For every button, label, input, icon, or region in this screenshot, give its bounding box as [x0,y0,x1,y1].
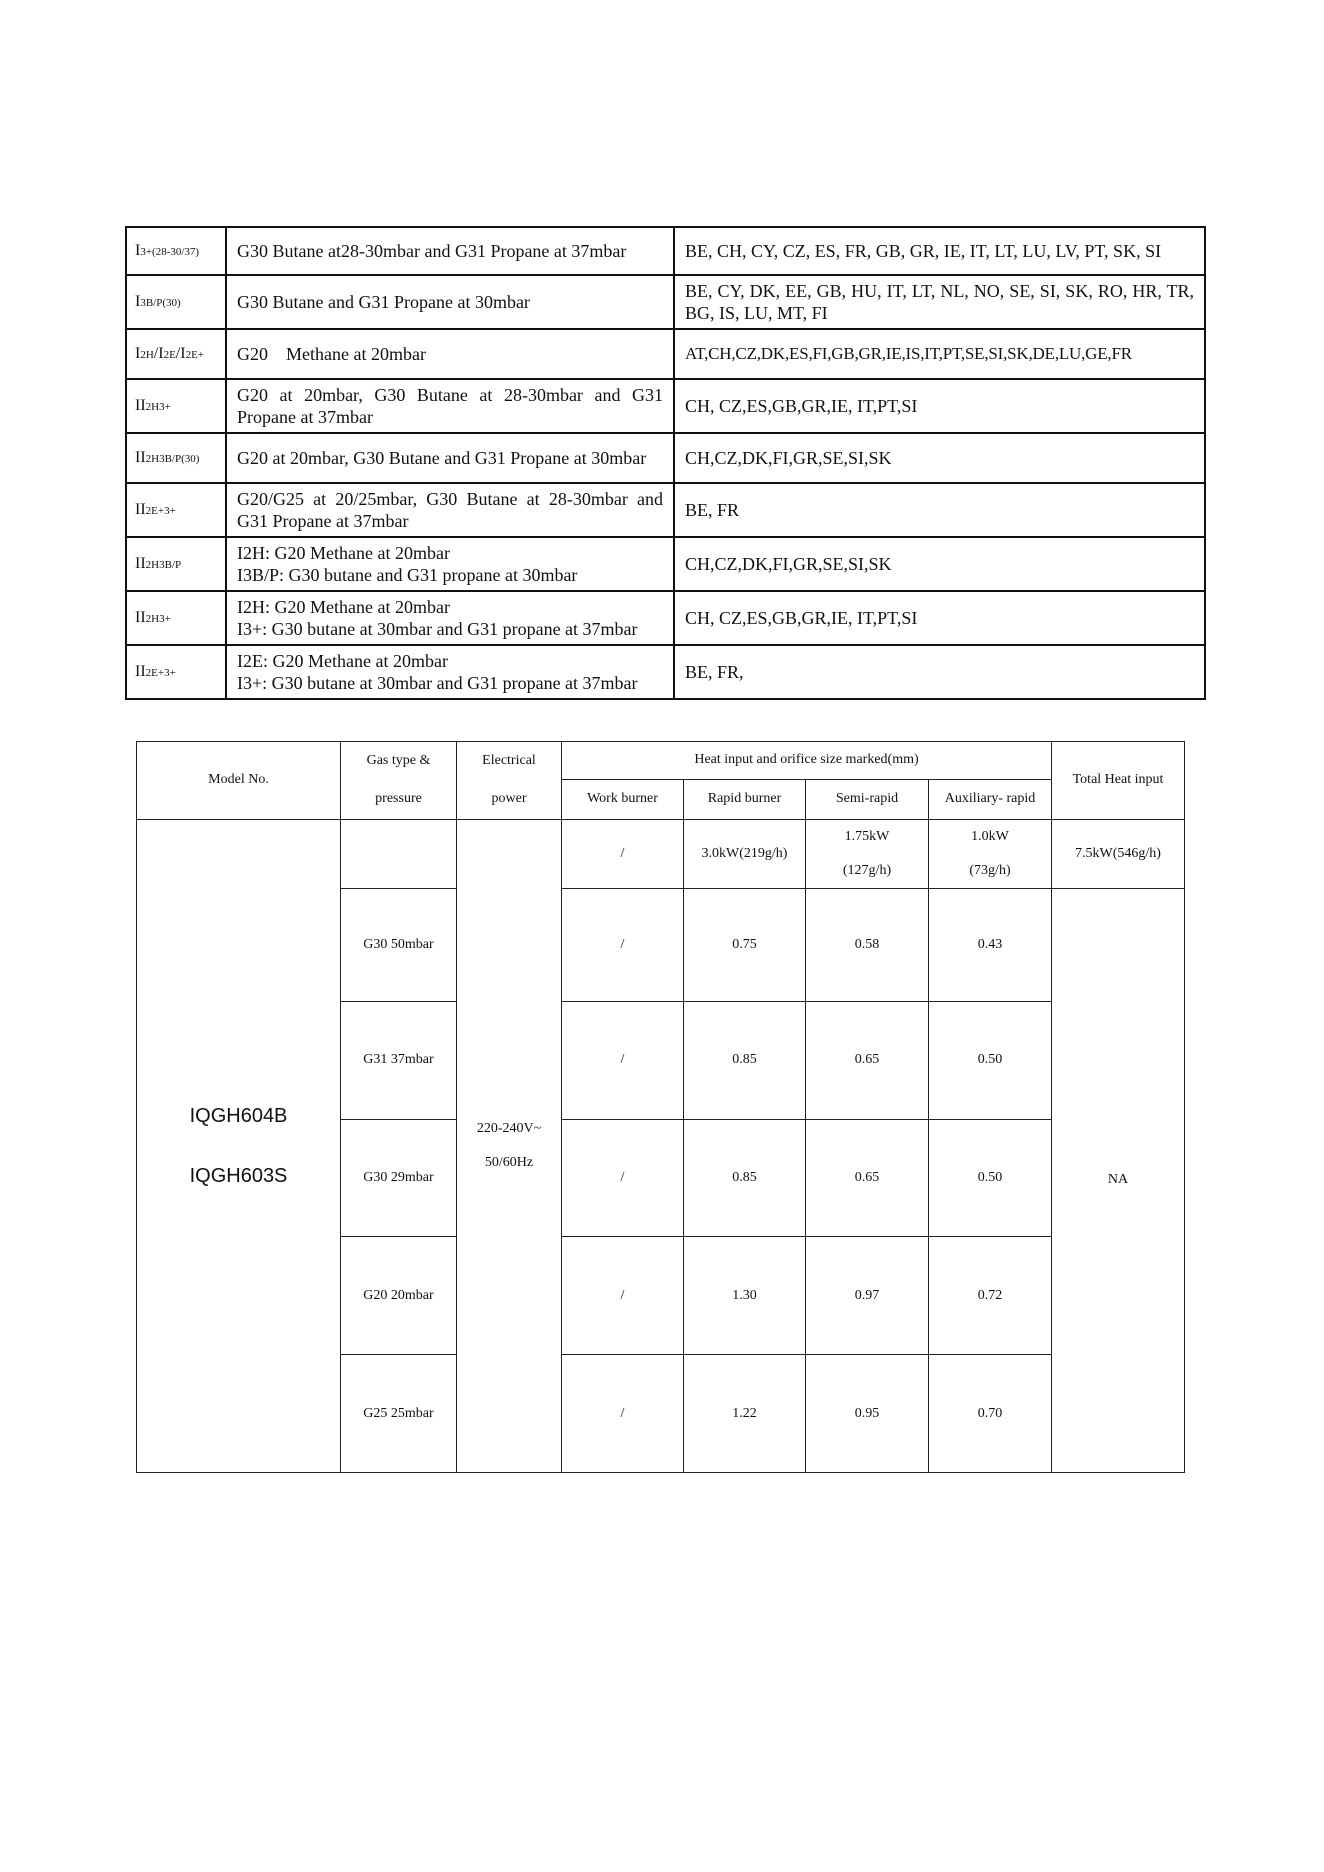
countries-cell: CH,CZ,DK,FI,GR,SE,SI,SK [674,433,1205,483]
table-row [126,433,1205,483]
countries-cell: CH,CZ,DK,FI,GR,SE,SI,SK [674,537,1205,591]
semi-rapid-cell: 0.95 [806,1355,929,1473]
semi-rapid-header: Semi-rapid [806,779,929,819]
auxiliary-cell: 0.70 [929,1355,1052,1473]
total-na-cell: NA [1052,888,1185,1472]
header-row [137,742,1185,780]
semi-rapid-cell: 0.65 [806,1001,929,1119]
rapid-burner-cell: 1.30 [684,1237,806,1355]
gas-description-cell: G30 Butane at28-30mbar and G31 Propane at 37mbar [226,227,674,275]
gas-description-cell: G20 at 20mbar, G30 Butane at 28-30mbar and G31 Propane at 37mbar [226,379,674,433]
model-header: Model No. [137,742,341,820]
gas-description-cell: G30 Butane and G31 Propane at 30mbar [226,275,674,329]
countries-cell: CH, CZ,ES,GB,GR,IE, IT,PT,SI [674,379,1205,433]
electrical-header: Electrical power [457,742,562,820]
category-cell: II2E+3+ [126,483,226,537]
total-cell: 7.5kW(546g/h) [1052,819,1185,888]
category-cell: II2E+3+ [126,645,226,699]
model-cell: IQGH604B IQGH603S [137,819,341,1472]
total-header: Total Heat input [1052,742,1185,820]
work-burner-cell: / [562,1355,684,1473]
category-cell: II2H3B/P [126,537,226,591]
semi-rapid-cell: 1.75kW (127g/h) [806,819,929,888]
work-burner-cell: / [562,1001,684,1119]
table-row [126,275,1205,329]
gas-type-header: Gas type & pressure [341,742,457,820]
heat-input-table [136,741,1185,1473]
gas-category-table [125,226,1206,700]
gas-description-cell: G20/G25 at 20/25mbar, G30 Butane at 28-30mbar and G31 Propane at 37mbar [226,483,674,537]
gas-cell: G30 50mbar [341,888,457,1001]
work-burner-cell: / [562,1119,684,1237]
rapid-burner-cell: 0.75 [684,888,806,1001]
countries-cell: BE, CY, DK, EE, GB, HU, IT, LT, NL, NO, SE, SI, SK, RO, HR, TR, BG, IS, LU, MT, FI [674,275,1205,329]
table-row [126,591,1205,645]
gas-description-cell: I2E: G20 Methane at 20mbar I3+: G30 butane at 30mbar and G31 propane at 37mbar [226,645,674,699]
table-row [126,645,1205,699]
table-row [137,819,1185,888]
table-row [126,483,1205,537]
category-cell: II2H3+ [126,591,226,645]
gas-cell: G31 37mbar [341,1001,457,1119]
rapid-burner-cell: 3.0kW(219g/h) [684,819,806,888]
electrical-cell: 220-240V~ 50/60Hz [457,819,562,1472]
auxiliary-cell: 0.72 [929,1237,1052,1355]
auxiliary-cell: 0.43 [929,888,1052,1001]
category-cell: I2H/I2E/I2E+ [126,329,226,379]
category-cell: II2H3B/P(30) [126,433,226,483]
rapid-burner-header: Rapid burner [684,779,806,819]
countries-cell: BE, FR, [674,645,1205,699]
gas-cell: G25 25mbar [341,1355,457,1473]
work-burner-cell: / [562,819,684,888]
category-cell: I3+(28-30/37) [126,227,226,275]
table-row [126,227,1205,275]
auxiliary-header: Auxiliary- rapid [929,779,1052,819]
table-row [126,379,1205,433]
countries-cell: AT,CH,CZ,DK,ES,FI,GB,GR,IE,IS,IT,PT,SE,SI,SK,DE,LU,GE,FR [674,329,1205,379]
rapid-burner-cell: 0.85 [684,1119,806,1237]
countries-cell: BE, CH, CY, CZ, ES, FR, GB, GR, IE, IT, LT, LU, LV, PT, SK, SI [674,227,1205,275]
rapid-burner-cell: 1.22 [684,1355,806,1473]
category-cell: II2H3+ [126,379,226,433]
semi-rapid-cell: 0.58 [806,888,929,1001]
semi-rapid-cell: 0.97 [806,1237,929,1355]
work-burner-cell: / [562,1237,684,1355]
heat-input-group-header: Heat input and orifice size marked(mm) [562,742,1052,780]
gas-description-cell: G20 at 20mbar, G30 Butane and G31 Propane at 30mbar [226,433,674,483]
gas-cell: G30 29mbar [341,1119,457,1237]
gas-cell [341,819,457,888]
category-cell: I3B/P(30) [126,275,226,329]
countries-cell: BE, FR [674,483,1205,537]
countries-cell: CH, CZ,ES,GB,GR,IE, IT,PT,SI [674,591,1205,645]
work-burner-header: Work burner [562,779,684,819]
auxiliary-cell: 1.0kW (73g/h) [929,819,1052,888]
semi-rapid-cell: 0.65 [806,1119,929,1237]
gas-description-cell: G20 Methane at 20mbar [226,329,674,379]
gas-cell: G20 20mbar [341,1237,457,1355]
gas-description-cell: I2H: G20 Methane at 20mbar I3+: G30 butane at 30mbar and G31 propane at 37mbar [226,591,674,645]
auxiliary-cell: 0.50 [929,1001,1052,1119]
auxiliary-cell: 0.50 [929,1119,1052,1237]
gas-description-cell: I2H: G20 Methane at 20mbar I3B/P: G30 butane and G31 propane at 30mbar [226,537,674,591]
table-row [126,537,1205,591]
work-burner-cell: / [562,888,684,1001]
table-row [126,329,1205,379]
rapid-burner-cell: 0.85 [684,1001,806,1119]
